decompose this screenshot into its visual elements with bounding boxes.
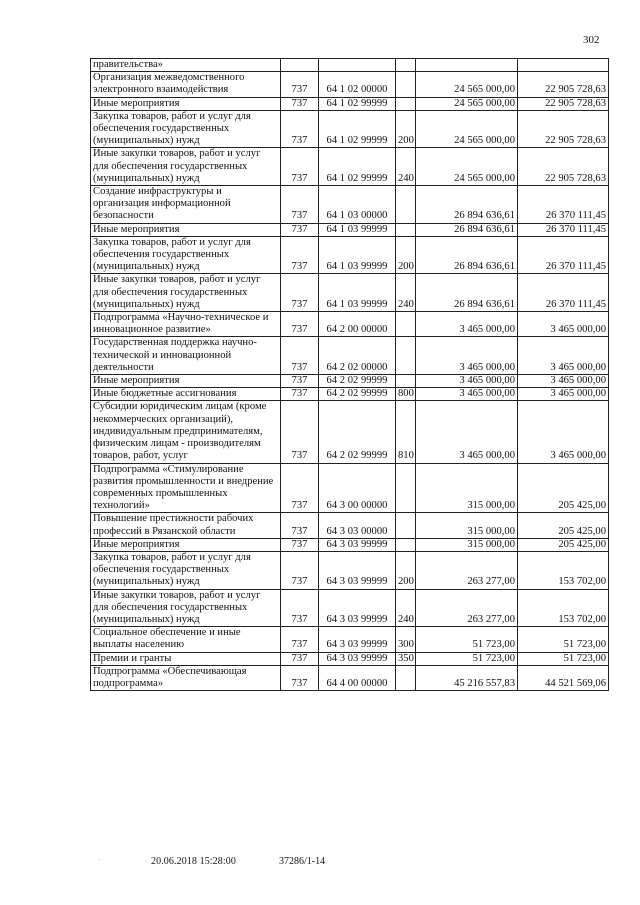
expense-type-code: 300 — [396, 627, 416, 652]
planned-amount: 26 894 636,61 — [416, 236, 518, 274]
table-row — [91, 538, 609, 551]
table-row — [91, 463, 609, 513]
planned-amount: 3 465 000,00 — [416, 388, 518, 401]
item-name: Социальное обеспечение и иные выплаты населению — [91, 627, 281, 652]
executed-amount: 26 370 111,45 — [518, 186, 609, 224]
target-article-code: 64 1 03 00000 — [319, 186, 396, 224]
item-name: Повышение престижности рабочих профессий в Рязанской области — [91, 513, 281, 538]
item-name: Подпрограмма «Стимулирование развития промышленности и внедрение современных промышленных технологий» — [91, 463, 281, 513]
planned-amount: 315 000,00 — [416, 513, 518, 538]
planned-amount: 3 465 000,00 — [416, 337, 518, 375]
expense-type-code: 810 — [396, 401, 416, 463]
ministry-code — [281, 59, 319, 72]
table-row — [91, 59, 609, 72]
budget-table-body — [91, 59, 609, 691]
item-name: Иные закупки товаров, работ и услуг для обеспечения государственных (муниципальных) нужд — [91, 274, 281, 312]
expense-type-code — [396, 186, 416, 224]
expense-type-code — [396, 463, 416, 513]
expense-type-code: 240 — [396, 274, 416, 312]
expense-type-code — [396, 665, 416, 690]
expense-type-code — [396, 97, 416, 110]
planned-amount: 26 894 636,61 — [416, 223, 518, 236]
table-row — [91, 97, 609, 110]
item-name: Иные мероприятия — [91, 538, 281, 551]
expense-type-code — [396, 312, 416, 337]
target-article-code: 64 3 03 99999 — [319, 627, 396, 652]
item-name: Иные закупки товаров, работ и услуг для обеспечения государственных (муниципальных) нужд — [91, 589, 281, 627]
table-row — [91, 513, 609, 538]
target-article-code: 64 3 03 00000 — [319, 513, 396, 538]
ministry-code: 737 — [281, 236, 319, 274]
target-article-code — [319, 59, 396, 72]
budget-table — [90, 58, 609, 691]
item-name: Субсидии юридическим лицам (кроме некоммерческих организаций), индивидуальным предпринимателям, физическим лицам - производителям товаров, работ, услуг — [91, 401, 281, 463]
ministry-code: 737 — [281, 97, 319, 110]
planned-amount: 24 565 000,00 — [416, 148, 518, 186]
item-name: Иные мероприятия — [91, 375, 281, 388]
ministry-code: 737 — [281, 388, 319, 401]
table-row — [91, 337, 609, 375]
ministry-code: 737 — [281, 652, 319, 665]
executed-amount: 153 702,00 — [518, 589, 609, 627]
executed-amount: 26 370 111,45 — [518, 236, 609, 274]
ministry-code: 737 — [281, 274, 319, 312]
table-row — [91, 388, 609, 401]
table-row — [91, 274, 609, 312]
executed-amount: 44 521 569,06 — [518, 665, 609, 690]
planned-amount: 26 894 636,61 — [416, 274, 518, 312]
expense-type-code — [396, 59, 416, 72]
item-name: Закупка товаров, работ и услуг для обеспечения государственных (муниципальных) нужд — [91, 236, 281, 274]
planned-amount: 3 465 000,00 — [416, 312, 518, 337]
table-row — [91, 627, 609, 652]
table-row — [91, 665, 609, 690]
expense-type-code — [396, 375, 416, 388]
item-name: Иные закупки товаров, работ и услуг для обеспечения государственных (муниципальных) нужд — [91, 148, 281, 186]
target-article-code: 64 1 02 99999 — [319, 148, 396, 186]
planned-amount: 315 000,00 — [416, 538, 518, 551]
expense-type-code — [396, 337, 416, 375]
table-row — [91, 236, 609, 274]
item-name: Подпрограмма «Обеспечивающая подпрограмма» — [91, 665, 281, 690]
item-name: Организация межведомственного электронного взаимодействия — [91, 72, 281, 97]
table-row — [91, 375, 609, 388]
item-name: Иные бюджетные ассигнования — [91, 388, 281, 401]
target-article-code: 64 1 03 99999 — [319, 236, 396, 274]
table-row — [91, 110, 609, 148]
expense-type-code: 800 — [396, 388, 416, 401]
footer-date: 20.06.2018 15:28:00 — [151, 856, 236, 867]
target-article-code: 64 1 02 00000 — [319, 72, 396, 97]
ministry-code: 737 — [281, 589, 319, 627]
expense-type-code — [396, 513, 416, 538]
ministry-code: 737 — [281, 538, 319, 551]
target-article-code: 64 1 03 99999 — [319, 274, 396, 312]
target-article-code: 64 1 02 99999 — [319, 97, 396, 110]
target-article-code: 64 2 02 99999 — [319, 375, 396, 388]
executed-amount: 22 905 728,63 — [518, 148, 609, 186]
item-name: Закупка товаров, работ и услуг для обеспечения государственных (муниципальных) нужд — [91, 110, 281, 148]
planned-amount: 3 465 000,00 — [416, 401, 518, 463]
target-article-code: 64 3 00 00000 — [319, 463, 396, 513]
ministry-code: 737 — [281, 186, 319, 224]
table-row — [91, 551, 609, 589]
ministry-code: 737 — [281, 463, 319, 513]
table-row — [91, 589, 609, 627]
table-row — [91, 652, 609, 665]
target-article-code: 64 2 02 99999 — [319, 388, 396, 401]
executed-amount — [518, 59, 609, 72]
item-name: Создание инфраструктуры и организация информационной безопасности — [91, 186, 281, 224]
target-article-code: 64 4 00 00000 — [319, 665, 396, 690]
expense-type-code — [396, 72, 416, 97]
planned-amount: 24 565 000,00 — [416, 97, 518, 110]
ministry-code: 737 — [281, 110, 319, 148]
table-row — [91, 312, 609, 337]
planned-amount: 51 723,00 — [416, 627, 518, 652]
executed-amount: 3 465 000,00 — [518, 375, 609, 388]
planned-amount: 24 565 000,00 — [416, 72, 518, 97]
executed-amount: 205 425,00 — [518, 513, 609, 538]
expense-type-code: 200 — [396, 110, 416, 148]
ministry-code: 737 — [281, 513, 319, 538]
item-name: Государственная поддержка научно-технической и инновационной деятельности — [91, 337, 281, 375]
executed-amount: 3 465 000,00 — [518, 388, 609, 401]
executed-amount: 205 425,00 — [518, 538, 609, 551]
ministry-code: 737 — [281, 665, 319, 690]
footer-mark: · — [98, 856, 101, 864]
item-name: Закупка товаров, работ и услуг для обеспечения государственных (муниципальных) нужд — [91, 551, 281, 589]
executed-amount: 26 370 111,45 — [518, 274, 609, 312]
expense-type-code: 240 — [396, 148, 416, 186]
target-article-code: 64 2 02 99999 — [319, 401, 396, 463]
ministry-code: 737 — [281, 337, 319, 375]
planned-amount: 51 723,00 — [416, 652, 518, 665]
executed-amount: 22 905 728,63 — [518, 97, 609, 110]
ministry-code: 737 — [281, 312, 319, 337]
executed-amount: 26 370 111,45 — [518, 223, 609, 236]
target-article-code: 64 1 02 99999 — [319, 110, 396, 148]
planned-amount: 26 894 636,61 — [416, 186, 518, 224]
planned-amount: 24 565 000,00 — [416, 110, 518, 148]
expense-type-code: 200 — [396, 236, 416, 274]
target-article-code: 64 2 00 00000 — [319, 312, 396, 337]
expense-type-code — [396, 538, 416, 551]
ministry-code: 737 — [281, 551, 319, 589]
item-name: правительства» — [91, 59, 281, 72]
executed-amount: 3 465 000,00 — [518, 337, 609, 375]
table-row — [91, 401, 609, 463]
expense-type-code: 240 — [396, 589, 416, 627]
executed-amount: 153 702,00 — [518, 551, 609, 589]
executed-amount: 3 465 000,00 — [518, 401, 609, 463]
executed-amount: 51 723,00 — [518, 652, 609, 665]
executed-amount: 3 465 000,00 — [518, 312, 609, 337]
expense-type-code: 350 — [396, 652, 416, 665]
planned-amount: 263 277,00 — [416, 589, 518, 627]
planned-amount: 45 216 557,83 — [416, 665, 518, 690]
table-row — [91, 72, 609, 97]
item-name: Премии и гранты — [91, 652, 281, 665]
target-article-code: 64 1 03 99999 — [319, 223, 396, 236]
target-article-code: 64 3 03 99999 — [319, 551, 396, 589]
table-row — [91, 148, 609, 186]
target-article-code: 64 3 03 99999 — [319, 538, 396, 551]
item-name: Иные мероприятия — [91, 97, 281, 110]
target-article-code: 64 3 03 99999 — [319, 589, 396, 627]
table-row — [91, 223, 609, 236]
page-number: 302 — [583, 34, 600, 46]
ministry-code: 737 — [281, 375, 319, 388]
ministry-code: 737 — [281, 148, 319, 186]
target-article-code: 64 3 03 99999 — [319, 652, 396, 665]
planned-amount — [416, 59, 518, 72]
item-name: Подпрограмма «Научно-техническое и инновационное развитие» — [91, 312, 281, 337]
target-article-code: 64 2 02 00000 — [319, 337, 396, 375]
ministry-code: 737 — [281, 72, 319, 97]
executed-amount: 22 905 728,63 — [518, 110, 609, 148]
ministry-code: 737 — [281, 401, 319, 463]
executed-amount: 51 723,00 — [518, 627, 609, 652]
executed-amount: 22 905 728,63 — [518, 72, 609, 97]
expense-type-code: 200 — [396, 551, 416, 589]
ministry-code: 737 — [281, 627, 319, 652]
item-name: Иные мероприятия — [91, 223, 281, 236]
expense-type-code — [396, 223, 416, 236]
executed-amount: 205 425,00 — [518, 463, 609, 513]
planned-amount: 315 000,00 — [416, 463, 518, 513]
planned-amount: 263 277,00 — [416, 551, 518, 589]
ministry-code: 737 — [281, 223, 319, 236]
footer-doc-code: 37286/1-14 — [279, 856, 326, 867]
planned-amount: 3 465 000,00 — [416, 375, 518, 388]
table-row — [91, 186, 609, 224]
